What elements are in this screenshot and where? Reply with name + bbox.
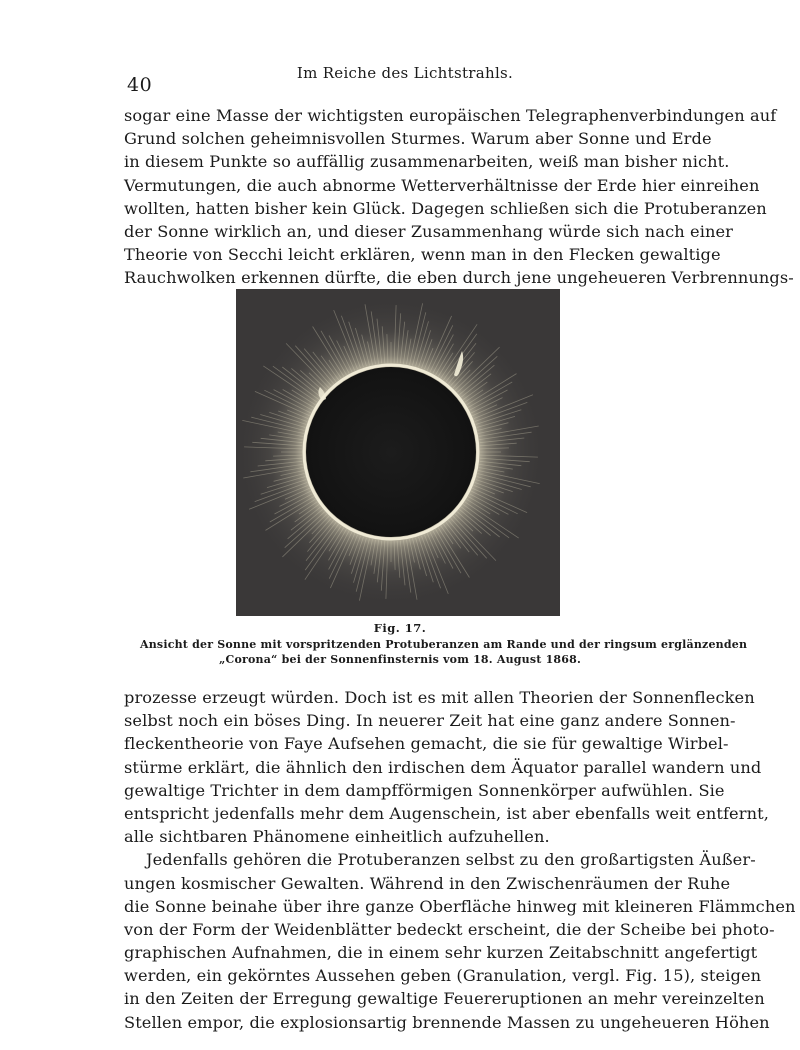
- text-line: Grund solchen geheimnisvollen Sturmes. Warum aber Sonne und Erde: [124, 129, 712, 149]
- caption-line: Ansicht der Sonne mit vorspritzenden Protuberanzen am Rande und der ringsum erglänzenden: [140, 638, 748, 651]
- caption-line: „Corona“ bei der Sonnenfinsternis vom 18. August 1868.: [218, 653, 582, 666]
- text-line: Rauchwolken erkennen dürfte, die eben durch jene ungeheueren Verbrennungs-: [124, 268, 794, 288]
- running-head: Im Reiche des Lichtstrahls.: [296, 64, 514, 82]
- text-line: graphischen Aufnahmen, die in einem sehr kurzen Zeitabschnitt angefertigt: [124, 943, 758, 963]
- text-line: die Sonne beinahe über ihre ganze Oberfläche hinweg mit kleineren Flämmchen: [124, 896, 796, 916]
- eclipse-illustration: [236, 289, 560, 616]
- text-line: in diesem Punkte so auffällig zusammenarbeiten, weiß man bisher nicht.: [124, 152, 730, 172]
- text-line: werden, ein gekörntes Aussehen geben (Granulation, vergl. Fig. 15), steigen: [124, 966, 762, 986]
- text-line: sogar eine Masse der wichtigsten europäischen Telegraphenverbindungen auf: [124, 106, 777, 125]
- figure-caption: [140, 637, 748, 667]
- figure-label: Fig. 17.: [373, 621, 427, 635]
- text-line: ungen kosmischer Gewalten. Während in den Zwischenräumen der Ruhe: [124, 873, 731, 893]
- text-line: der Sonne wirklich an, und dieser Zusammenhang würde sich nach einer: [124, 221, 734, 241]
- text-line: selbst noch ein böses Ding. In neuerer Zeit hat eine ganz andere Sonnen-: [124, 711, 736, 731]
- text-line: alle sichtbaren Phänomene einheitlich aufzuhellen.: [124, 827, 550, 847]
- body-text-bottom: [124, 686, 796, 1034]
- text-line: stürme erklärt, die ähnlich den irdischen dem Äquator parallel wandern und: [124, 757, 762, 777]
- text-line: wollten, hatten bisher kein Glück. Dagegen schließen sich die Protuberanzen: [124, 198, 767, 218]
- text-line: Stellen empor, die explosionsartig brennende Massen zu ungeheueren Höhen: [124, 1012, 770, 1032]
- text-line: von der Form der Weidenblätter bedeckt erscheint, die der Scheibe bei photo-: [124, 919, 775, 939]
- text-line: entspricht jedenfalls mehr dem Augenschein, ist aber ebenfalls weit entfernt,: [124, 803, 769, 823]
- text-line: Jedenfalls gehören die Protuberanzen selbst zu den großartigsten Äußer-: [146, 850, 756, 870]
- text-line: prozesse erzeugt würden. Doch ist es mit allen Theorien der Sonnenflecken: [124, 688, 755, 707]
- text-line: in den Zeiten der Erregung gewaltige Feuereruptionen an mehr vereinzelten: [124, 989, 765, 1009]
- body-text-top: [124, 104, 794, 290]
- text-line: Theorie von Secchi leicht erklären, wenn man in den Flecken gewaltige: [124, 245, 721, 265]
- text-line: Vermutungen, die auch abnorme Wetterverhältnisse der Erde hier einreihen: [124, 175, 760, 195]
- text-line: fleckentheorie von Faye Aufsehen gemacht, die sie für gewaltige Wirbel-: [124, 734, 729, 754]
- eclipse-figure: [236, 289, 560, 616]
- page-number: 40: [127, 74, 153, 96]
- text-line: gewaltige Trichter in dem dampfförmigen Sonnenkörper aufwühlen. Sie: [124, 780, 725, 800]
- moon-disk: [306, 367, 476, 537]
